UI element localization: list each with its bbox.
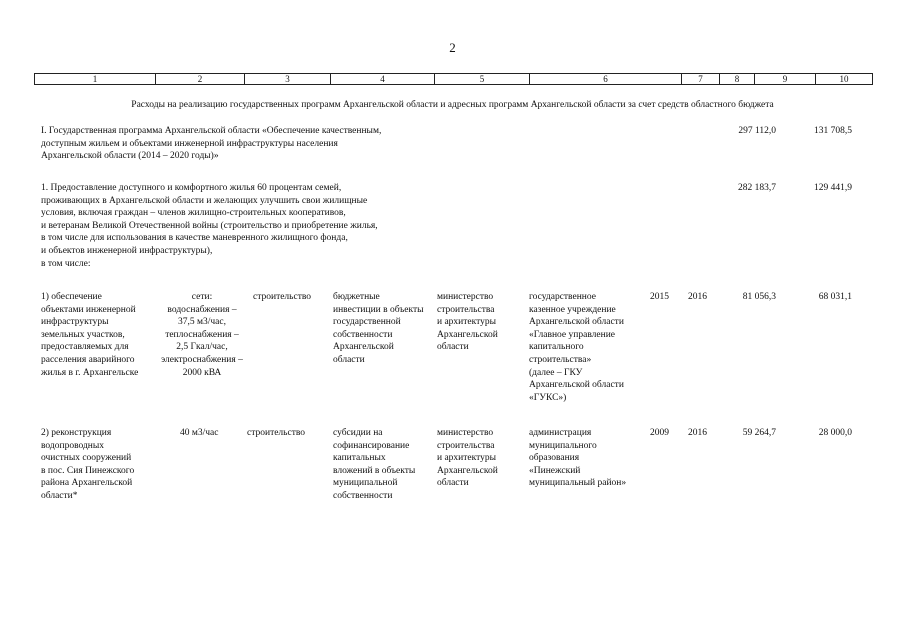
row-capacity: сети: водоснабжения – 37,5 м3/час, теплоснабжения – 2,5 Гкал/час, электроснабжения – 2000 кВА — [161, 292, 243, 378]
row-customer: государственное казенное учреждение Архангельской области «Главное управление капитального строительства» (далее – ГКУ Архангельской области «ГУКС») — [529, 292, 624, 403]
row-start-year: 2009 — [650, 428, 669, 438]
row-start-year: 2015 — [650, 292, 669, 302]
subprogram-name: 1. Предоставление доступного и комфортного жилья 60 процентам семей, проживающих в Архангельской области и желающих улучшить свои жилищные условия, включая граждан – членов жилищно-строительных кооперативов, и ветеранам Великой Отечественной войны (строительство и приобретение жилья, в том числе для использования в качестве маневренного жилищного фонда, и объектов инженерной инфраструктуры), в том числе: — [41, 183, 378, 269]
subprogram-col10: 129 441,9 — [814, 183, 852, 193]
header-cell: 4 — [331, 74, 435, 85]
subprogram-col9: 282 183,7 — [738, 183, 776, 193]
header-row — [35, 74, 873, 85]
header-cell: 9 — [755, 74, 816, 85]
row-work-type: строительство — [247, 428, 306, 438]
section-title: Расходы на реализацию государственных программ Архангельской области и адресных программ Архангельской области за счет средств областного бюджета — [131, 100, 774, 110]
program-name: I. Государственная программа Архангельской области «Обеспечение качественным, доступным жильем и объектами инженерной инфраструктуры населения Архангельской области (2014 – 2020 годы)» — [41, 126, 382, 162]
row-capacity: 40 м3/час — [180, 428, 219, 438]
row-end-year: 2016 — [688, 292, 707, 302]
row-col9: 59 264,7 — [742, 428, 776, 438]
row-ministry: министерство строительства и архитектуры Архангельской области — [437, 292, 498, 353]
header-cell: 10 — [816, 74, 873, 85]
row-col10: 28 000,0 — [818, 428, 852, 438]
row-col10: 68 031,1 — [818, 292, 852, 302]
program-col10: 131 708,5 — [814, 126, 852, 136]
row-funding-form: субсидии на софинансирование капитальных вложений в объекты муниципальной собственности — [333, 428, 416, 501]
row-funding-form: бюджетные инвестиции в объекты государственной собственности Архангельской области — [333, 292, 424, 365]
row-work-type: строительство — [253, 292, 312, 302]
row-end-year: 2016 — [688, 428, 707, 438]
row-col9: 81 056,3 — [742, 292, 776, 302]
header-cell: 1 — [35, 74, 156, 85]
row-object-name: 1) обеспечение объектами инженерной инфраструктуры земельных участков, предоставляемых для расселения аварийного жилья в г. Архангельске — [41, 292, 139, 378]
program-col9: 297 112,0 — [738, 126, 776, 136]
header-cell: 5 — [435, 74, 530, 85]
page-number: 2 — [449, 40, 456, 55]
row-customer: администрация муниципального образования «Пинежский муниципальный район» — [529, 428, 627, 489]
header-cell: 8 — [720, 74, 755, 85]
row-ministry: министерство строительства и архитектуры Архангельской области — [437, 428, 498, 489]
header-cell: 6 — [530, 74, 682, 85]
column-number-header — [34, 73, 873, 85]
row-object-name: 2) реконструкция водопроводных очистных сооружений в пос. Сия Пинежского района Архангельской области* — [41, 428, 135, 501]
header-cell: 3 — [245, 74, 331, 85]
header-cell: 7 — [682, 74, 720, 85]
header-cell: 2 — [156, 74, 245, 85]
